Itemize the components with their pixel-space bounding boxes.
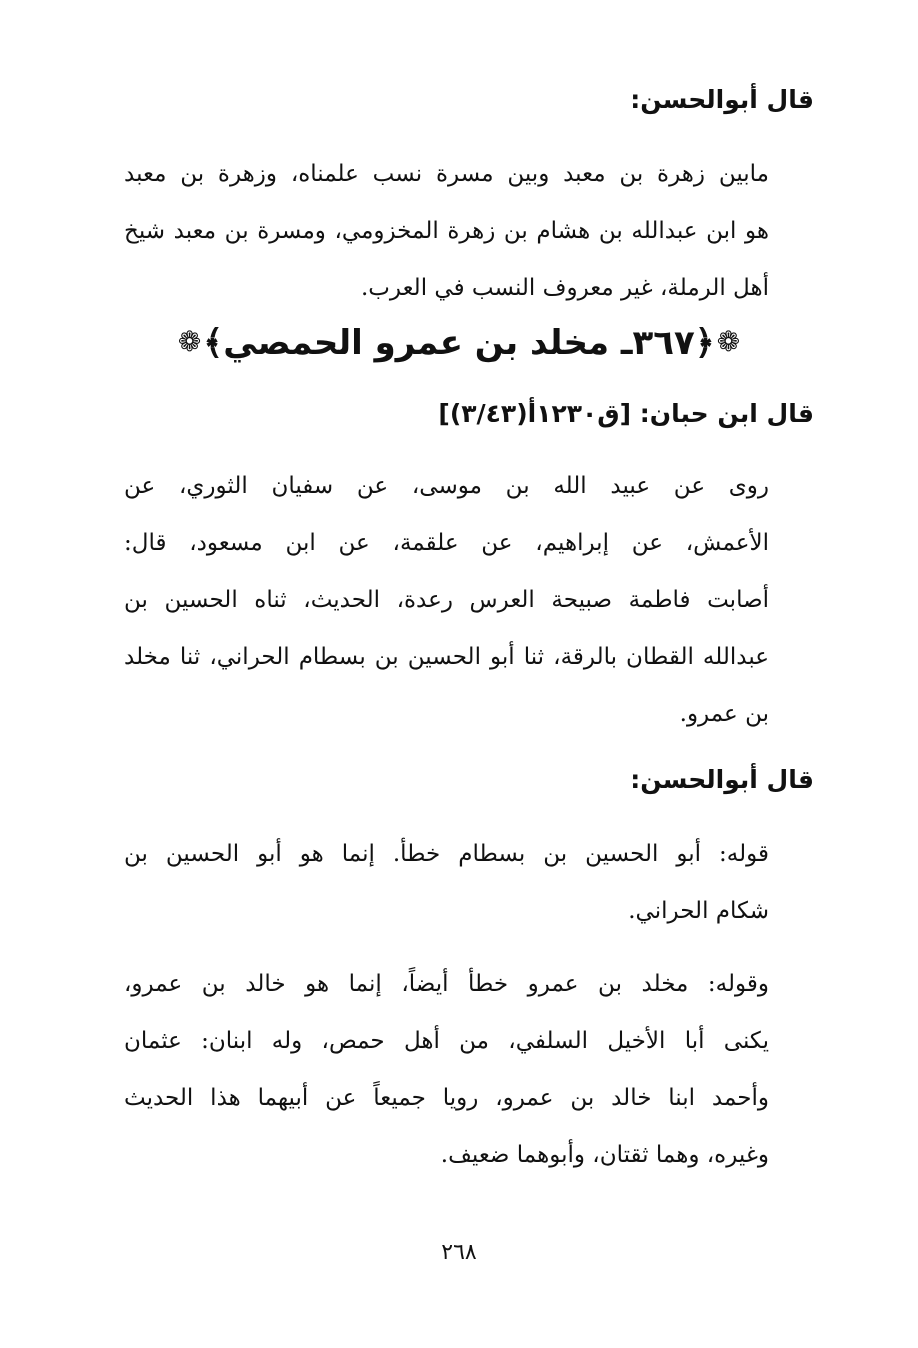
paragraph-line: روى عن عبيد الله بن موسى، عن سفيان الثوري، عن xyxy=(124,473,769,499)
paragraph-line: وغيره، وهما ثقتان، وأبوهما ضعيف. xyxy=(440,1142,769,1168)
paragraph-line: هو ابن عبدالله بن هشام بن زهرة المخزومي، ومسرة بن معبد شيخ xyxy=(124,218,769,244)
paragraph-zuhra-lineage xyxy=(124,146,814,317)
paragraph-line: قوله: أبو الحسين بن بسطام خطأ. إنما هو أبو الحسين بن xyxy=(124,841,769,867)
paragraph-line: مابين زهرة بن معبد وبين مسرة نسب علمناه، وزهرة بن معبد xyxy=(124,161,769,187)
paragraph-line: وأحمد ابنا خالد بن عمرو، رويا جميعاً عن أبيهما هذا الحديث xyxy=(124,1085,769,1111)
ornament-icon: ❁ xyxy=(716,325,741,358)
paragraph-line: عبدالله القطان بالرقة، ثنا أبو الحسين بن بسطام الحراني، ثنا مخلد xyxy=(124,644,769,670)
page-number: ٢٦٨ xyxy=(441,1240,477,1265)
paragraph-line: يكنى أبا الأخيل السلفي، من أهل حمص، وله ابنان: عثمان xyxy=(124,1028,769,1054)
paragraph-correction-makhlad xyxy=(124,956,814,1184)
paragraph-correction-bistam xyxy=(124,826,814,940)
paragraph-hadith-narration xyxy=(124,458,814,743)
paragraph-line: الأعمش، عن إبراهيم، عن علقمة، عن ابن مسعود، قال: xyxy=(124,530,769,556)
entry-title xyxy=(104,312,814,372)
entry-title-text: ﴿٣٦٧ـ مخلد بن عمرو الحمصي﴾ xyxy=(203,323,715,363)
section-heading-abulhasan-2: قال أبوالحسن: xyxy=(630,765,814,794)
paragraph-line: أهل الرملة، غير معروف النسب في العرب. xyxy=(360,275,769,301)
section-heading-abulhasan-1: قال أبوالحسن: xyxy=(630,85,814,114)
paragraph-line: وقوله: مخلد بن عمرو خطأ أيضاً، إنما هو خالد بن عمرو، xyxy=(124,971,769,997)
ornament-icon: ❁ xyxy=(177,325,202,358)
section-heading-ibn-hibban: قال ابن حبان: [ق١٢٣٠أ(٣/٤٣)] xyxy=(438,399,814,428)
paragraph-line: شكام الحراني. xyxy=(628,898,769,924)
paragraph-line: بن عمرو. xyxy=(679,701,769,727)
paragraph-line: أصابت فاطمة صبيحة العرس رعدة، الحديث، ثناه الحسين بن xyxy=(124,587,769,613)
